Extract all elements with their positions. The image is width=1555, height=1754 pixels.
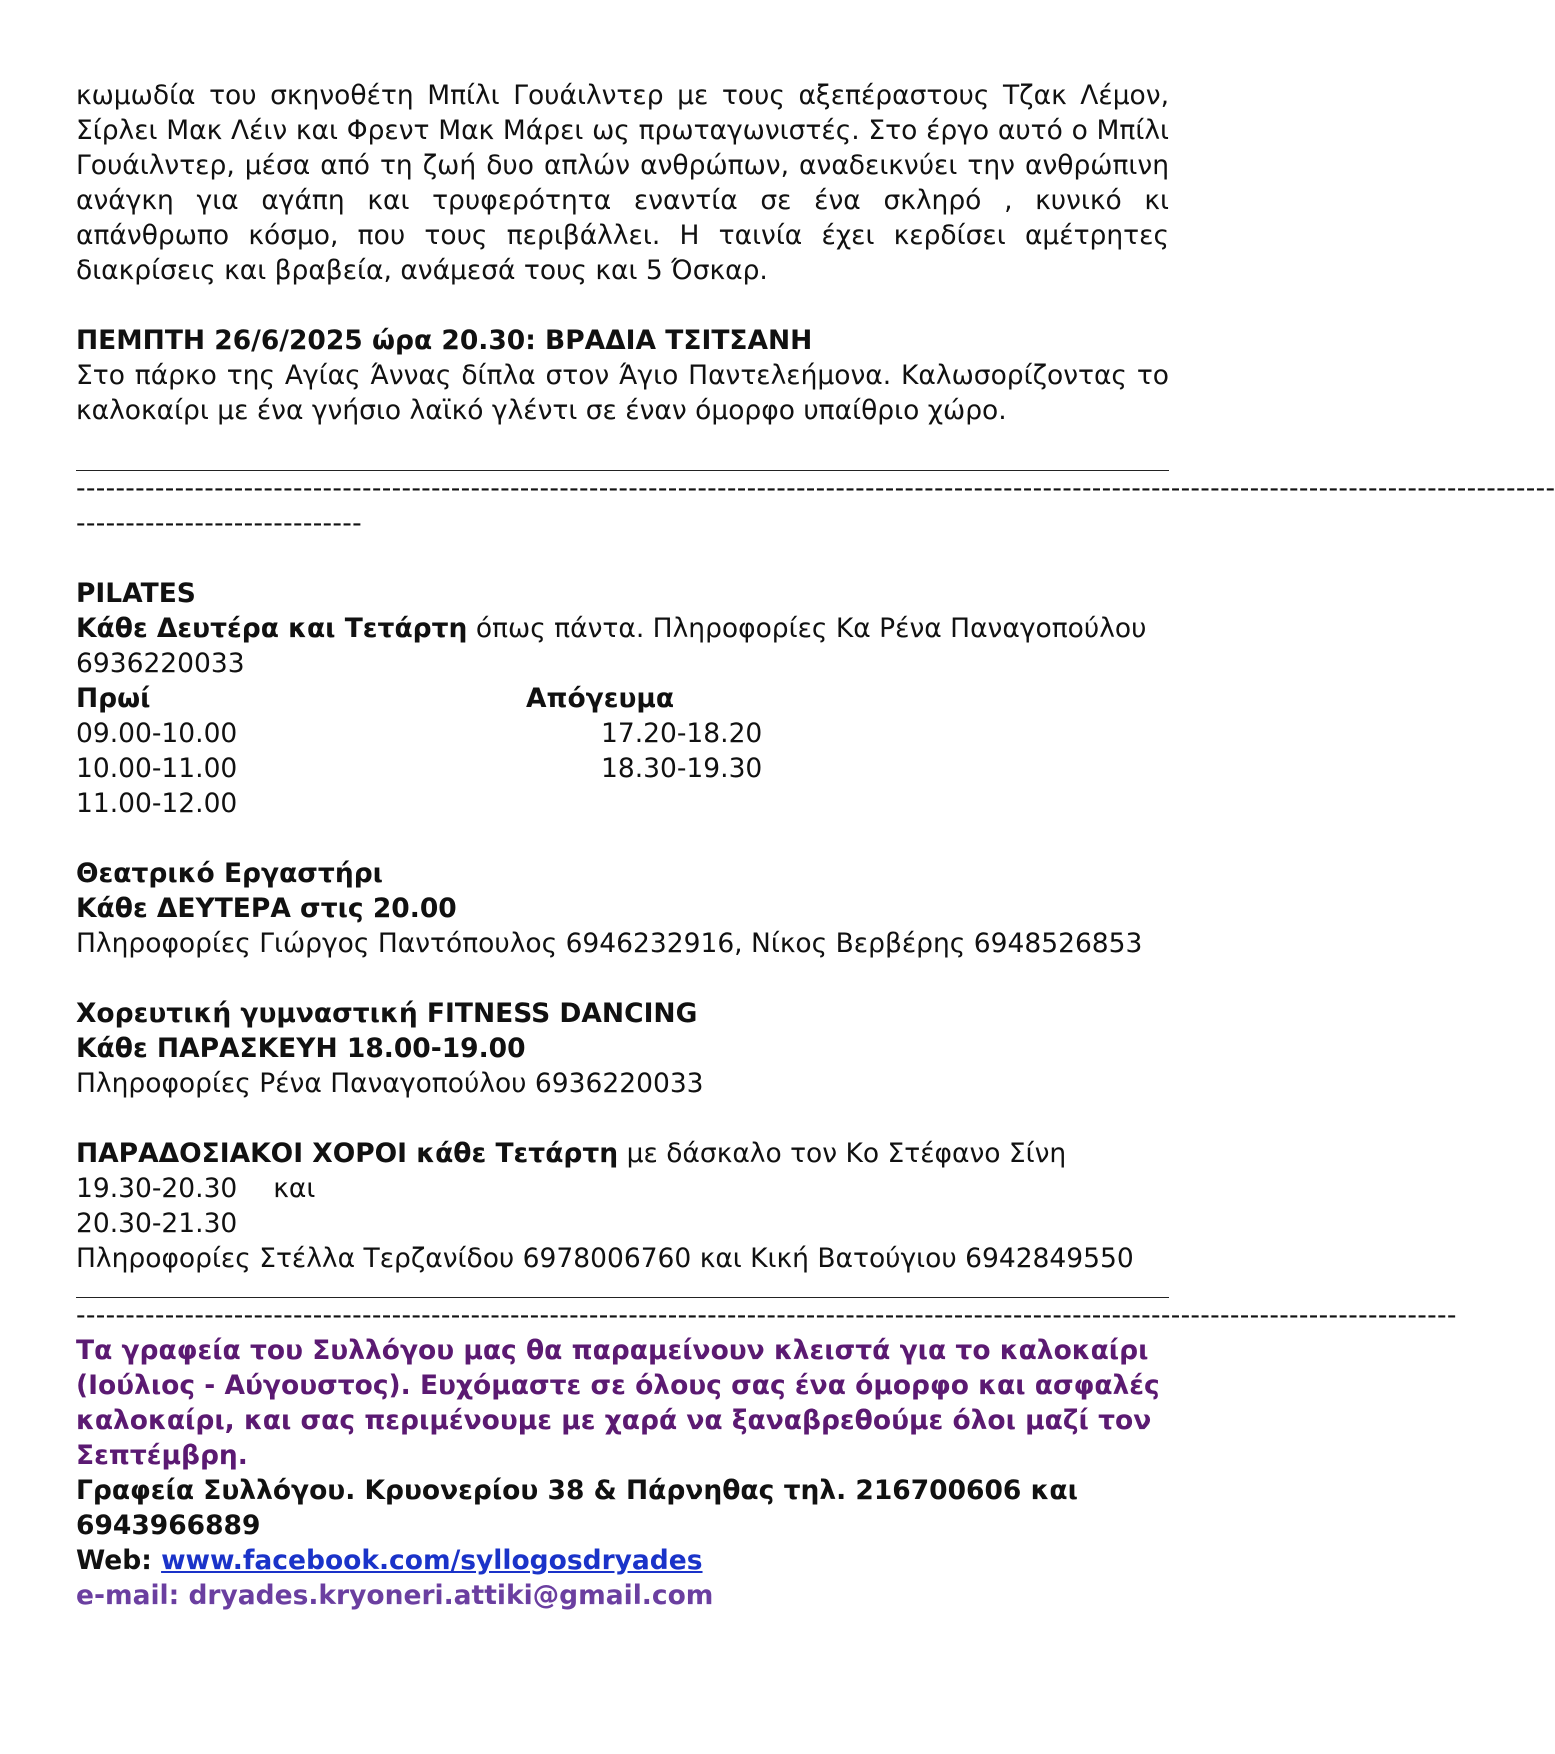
dances-slot-1 (76, 1171, 1169, 1206)
fitness-title: Χορευτική γυμναστική FITNESS DANCING (76, 998, 698, 1029)
morning-label: Πρωί (76, 683, 151, 714)
dances-teacher: με δάσκαλο τον Κο Στέφανο Σίνη (618, 1138, 1067, 1169)
afternoon-label: Απόγευμα (526, 683, 675, 714)
web-label: Web: (76, 1545, 162, 1576)
pilates-timetable (76, 681, 1169, 821)
dashed-separator: ------------------------------------------------------------------------------------------------------------------------------------------------------ (76, 473, 1555, 504)
morning-column (76, 681, 526, 821)
pilates-info: όπως πάντα. Πληροφορίες Κα Ρένα Παναγοπούλου (467, 613, 1147, 644)
fitness-info: Πληροφορίες Ρένα Παναγοπούλου 6936220033 (76, 1068, 704, 1099)
dances-slot-time: 19.30-20.30 (76, 1173, 238, 1204)
email-line[interactable]: e-mail: dryades.kryoneri.attiki@gmail.com (76, 1580, 714, 1611)
summer-notice: Τα γραφεία του Συλλόγου μας θα παραμείνουν κλειστά για το καλοκαίρι (Ιούλιος - Αύγουστος). Ευχόμαστε σε όλους σας ένα όμορφο και ασφαλές καλοκαίρι, και σας περιμένουμε με χαρά να ξαναβρεθούμε όλοι μαζί τον Σεπτέμβρη. (76, 1335, 1160, 1471)
dashed-separator-short: ----------------------------- (76, 508, 363, 539)
pilates-title: PILATES (76, 578, 196, 609)
event-text: Στο πάρκο της Αγίας Άννας δίπλα στον Άγιο Παντελεήμονα. Καλωσορίζοντας το καλοκαίρι με ένα γνήσιο λαϊκό γλέντι σε έναν όμορφο υπαίθριο χώρο. (76, 360, 1169, 426)
afternoon-slot: 17.20-18.20 (601, 718, 763, 749)
dashed-separator: -------------------------------------------------------------------------------------------------------------------------------------------- (76, 1300, 1457, 1331)
pilates-days: Κάθε Δευτέρα και Τετάρτη (76, 613, 468, 644)
pilates-schedule (76, 611, 1169, 646)
theatre-schedule: Κάθε ΔΕΥΤΕΡΑ στις 20.00 (76, 893, 457, 924)
dances-and: και (273, 1173, 316, 1204)
facebook-link[interactable]: www.facebook.com/syllogosdryades (161, 1545, 703, 1576)
dances-title: ΠΑΡΑΔΟΣΙΑΚΟΙ ΧΟΡΟΙ κάθε Τετάρτη (76, 1138, 619, 1169)
document-page (76, 78, 1555, 1613)
dances-heading (76, 1136, 1169, 1171)
theatre-info: Πληροφορίες Γιώργος Παντόπουλος 6946232916, Νίκος Βερβέρης 6948526853 (76, 928, 1143, 959)
office-address: Γραφεία Συλλόγου. Κρυονερίου 38 & Πάρνηθας τηλ. 216700606 και 6943966889 (76, 1475, 1078, 1541)
pilates-phone: 6936220033 (76, 648, 245, 679)
dances-slot-2: 20.30-21.30 (76, 1208, 238, 1239)
theatre-title: Θεατρικό Εργαστήρι (76, 858, 383, 889)
afternoon-column (526, 681, 1026, 821)
morning-slot: 09.00-10.00 (76, 718, 238, 749)
web-line (76, 1543, 1169, 1578)
intro-paragraph: κωμωδία του σκηνοθέτη Μπίλι Γουάιλντερ με τους αξεπέραστους Τζακ Λέμον, Σίρλει Μακ Λέιν και Φρεντ Μακ Μάρει ως πρωταγωνιστές. Στο έργο αυτό ο Μπίλι Γουάιλντερ, μέσα από τη ζωή δυο απλών ανθρώπων, αναδεικνύει την ανθρώπινη ανάγκη για αγάπη και τρυφερότητα εναντία σε ένα σκληρό , κυνικό κι απάνθρωπο κόσμο, που τους περιβάλλει. Η ταινία έχει κερδίσει αμέτρητες διακρίσεις και βραβεία, ανάμεσά τους και 5 Όσκαρ. (76, 80, 1169, 286)
afternoon-slot: 18.30-19.30 (601, 753, 763, 784)
event-heading: ΠΕΜΠΤΗ 26/6/2025 ώρα 20.30: ΒΡΑΔΙΑ ΤΣΙΤΣΑΝΗ (76, 325, 813, 356)
fitness-schedule: Κάθε ΠΑΡΑΣΚΕΥΗ 18.00-19.00 (76, 1033, 526, 1064)
morning-slot: 10.00-11.00 (76, 753, 238, 784)
dances-info: Πληροφορίες Στέλλα Τερζανίδου 6978006760 και Κική Βατούγιου 6942849550 (76, 1243, 1134, 1274)
morning-slot: 11.00-12.00 (76, 788, 238, 819)
